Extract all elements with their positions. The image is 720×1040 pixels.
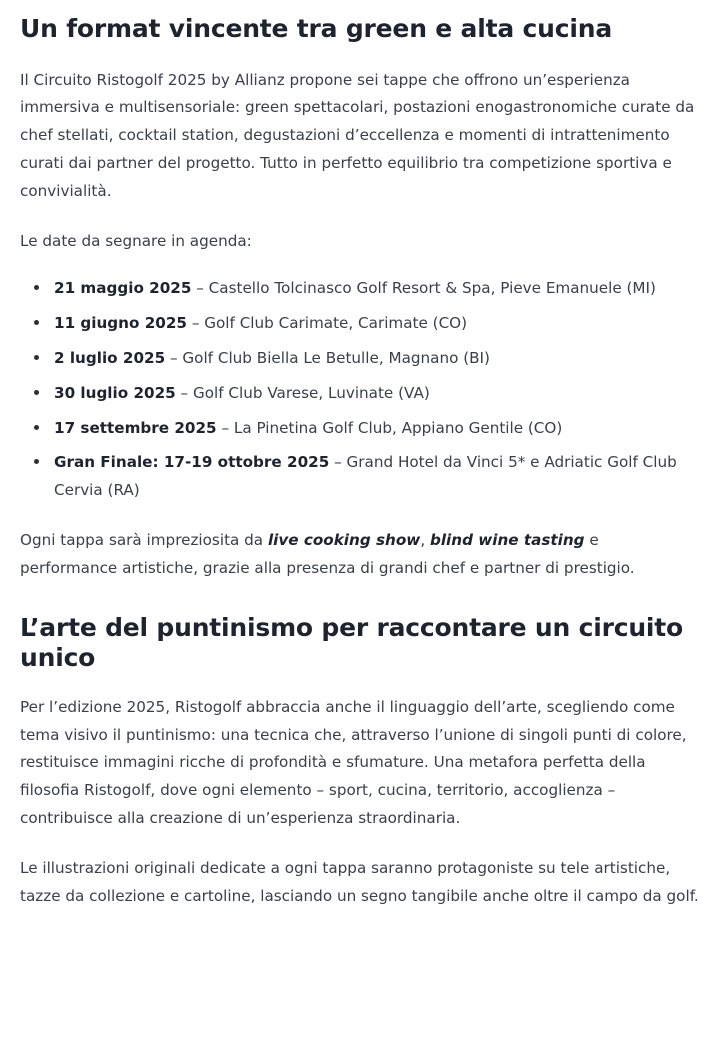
list-item: [32, 415, 700, 443]
event-venue: – Grand Hotel da Vinci 5* e Adriatic Golf Club Cervia (RA): [54, 453, 677, 500]
event-venue: – La Pinetina Golf Club, Appiano Gentile (CO): [216, 418, 563, 437]
bullet-icon: [34, 320, 39, 325]
page-title: Un format vincente tra green e alta cucina: [20, 14, 612, 43]
closing-separator: ,: [420, 531, 430, 550]
puntinismo-paragraph-1: Per l’edizione 2025, Ristogolf abbraccia anche il linguaggio dell’arte, scegliendo come tema visivo il puntinismo: una tecnica che, attraverso l’unione di singoli punti di colore, restituisce immagini ricche di profondità e sfumature. Una metafora perfetta della filosofia Ristogolf, dove ogni elemento – sport, cucina, territorio, accoglienza – contribuisce alla creazione di un’esperienza straordinaria.: [20, 697, 687, 827]
closing-prefix: Ogni tappa sarà impreziosita da: [20, 531, 268, 550]
list-item: [32, 310, 700, 338]
list-item: [32, 345, 700, 373]
bullet-icon: [34, 355, 39, 360]
emphasis-blind-wine-tasting: blind wine tasting: [429, 531, 585, 550]
dates-intro: Le date da segnare in agenda:: [20, 231, 252, 250]
section-title-puntinismo: L’arte del puntinismo per raccontare un circuito unico: [20, 612, 684, 673]
closing-paragraph: [20, 527, 700, 583]
event-date: 21 maggio 2025: [54, 279, 192, 298]
closing-suffix: e performance artistiche, grazie alla presenza di grandi chef e partner di prestigio.: [20, 531, 635, 577]
list-item: [32, 380, 700, 408]
list-item: [32, 275, 700, 303]
event-venue: – Castello Tolcinasco Golf Resort & Spa, Pieve Emanuele (MI): [191, 279, 656, 298]
event-date: 17 settembre 2025: [54, 418, 217, 437]
event-date: 11 giugno 2025: [54, 314, 187, 333]
event-date: 2 luglio 2025: [54, 349, 166, 367]
event-venue: – Golf Club Biella Le Betulle, Magnano (BI): [165, 349, 490, 367]
puntinismo-paragraph-2: Le illustrazioni originali dedicate a ogni tappa saranno protagoniste su tele artistiche, tazze da collezione e cartoline, lasciando un segno tangibile anche oltre il campo da golf.: [20, 858, 699, 905]
bullet-icon: [34, 390, 39, 395]
dates-list: [20, 275, 700, 505]
bullet-icon: [34, 425, 39, 430]
list-item: [32, 449, 700, 505]
event-date: 30 luglio 2025: [54, 383, 176, 402]
bullet-icon: [34, 285, 39, 290]
bullet-icon: [34, 459, 39, 464]
event-date: Gran Finale: 17-19 ottobre 2025: [54, 453, 330, 472]
emphasis-live-cooking-show: live cooking show: [267, 531, 421, 550]
intro-paragraph: Il Circuito Ristogolf 2025 by Allianz propone sei tappe che offrono un’esperienza immersiva e multisensoriale: green spettacolari, postazioni enogastronomiche curate da chef stellati, cocktail station, degustazioni d’eccellenza e momenti di intrattenimento curati dai partner del progetto. Tutto in perfetto equilibrio tra competizione sportiva e convivialità.: [20, 70, 695, 200]
event-venue: – Golf Club Carimate, Carimate (CO): [187, 314, 468, 333]
event-venue: – Golf Club Varese, Luvinate (VA): [175, 383, 430, 402]
